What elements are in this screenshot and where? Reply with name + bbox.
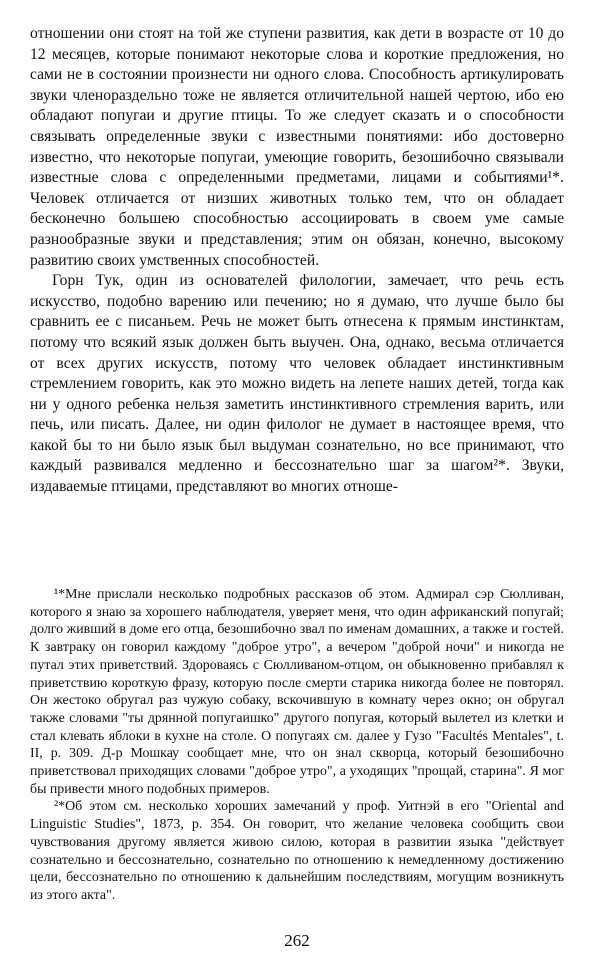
page-number: 262: [284, 931, 310, 950]
footnote-2: ²*Об этом см. несколько хороших замечаний у проф. Уитнэй в его "Oriental and Linguistic Studies", 1873, p. 354. Он говорит, что желание человека сообщить свои чувствования другому является живою силою, которая в развитии языка "действует сознательно и бессознательно, сознательно по отношению к немедленному достижению цели, бессознательно по отношению к дальнейшим последствиям, могущим возникнуть из этого акта".: [30, 799, 564, 903]
footnote-1: ¹*Мне прислали несколько подробных рассказов об этом. Адмирал сэр Сюлливан, которого я знаю за хорошего наблюдателя, уверяет меня, что один африканский попугай; долго живший в доме его отца, безошибочно звал по именам домашних, а также и гостей. К завтраку он говорил каждому "доброе утро", а вечером "доброй ночи" и никогда не путал этих приветствий. Здороваясь с Сюлливаном-отцом, он обыкновенно прибавлял к приветствию короткую фразу, которую после смерти старика никогда более не повторял. Он жестоко обругал раз чужую собаку, вскочившую в комнату через окно; он обругал также словами "ты дрянной попугаишко" другого попугая, который вылетел из клетки и стал клевать яблоки в кухне на столе. О попугаях см. далее у Гузо "Facultés Mentales", t. II, p. 309. Д-р Мошкау сообщает мне, что он знал скворца, который безошибочно приветствовал приходящих словами "доброе утро", а уходящих "прощай, старина". Я мог бы привести много подобных примеров.: [30, 587, 564, 797]
main-text: [30, 24, 564, 498]
body-paragraph-2: Горн Тук, один из основателей филологии, замечает, что речь есть искусство, подобно варению или печению; но я думаю, что лучше было бы сравнить ее с писаньем. Речь не может быть отнесена к прямым инстинктам, потому что всякий язык должен быть выучен. Она, однако, весьма отличается от всех других искусств, потому что человек обладает инстинктивным стремлением говорить, как это можно видеть на лепете наших детей, тогда как ни у одного ребенка нельзя заметить инстинктивного стремления варить, или печь, или писать. Далее, ни один филолог не думает в настоящее время, что какой бы то ни было язык был выдуман сознательно, но все принимают, что каждый развивался медленно и бессознательно шаг за шагом²*. Звуки, издаваемые птицами, представляют во многих отноше-: [30, 272, 564, 496]
book-page: [30, 24, 564, 964]
footnotes: [30, 586, 564, 905]
body-paragraph-1: отношении они стоят на той же ступени развития, как дети в возрасте от 10 до 12 месяцев, которые понимают некоторые слова и короткие предложения, но сами не в состоянии произнести ни одного слова. Способность артикулировать звуки членораздельно тоже не является отличительной нашей чертою, ибо ею обладают попугаи и другие птицы. То же следует сказать и о способности связывать определенные звуки с известными понятиями: ибо достоверно известно, что некоторые попугаи, умеющие говорить, безошибочно связывали известные слова с определенными предметами, лицами и событиями¹*. Человек отличается от низших животных только тем, что он обладает бесконечно большею способностью ассоциировать в своем уме самые разнообразные звуки и представления; этим он обязан, конечно, высокому развитию своих умственных способностей.: [30, 25, 564, 269]
